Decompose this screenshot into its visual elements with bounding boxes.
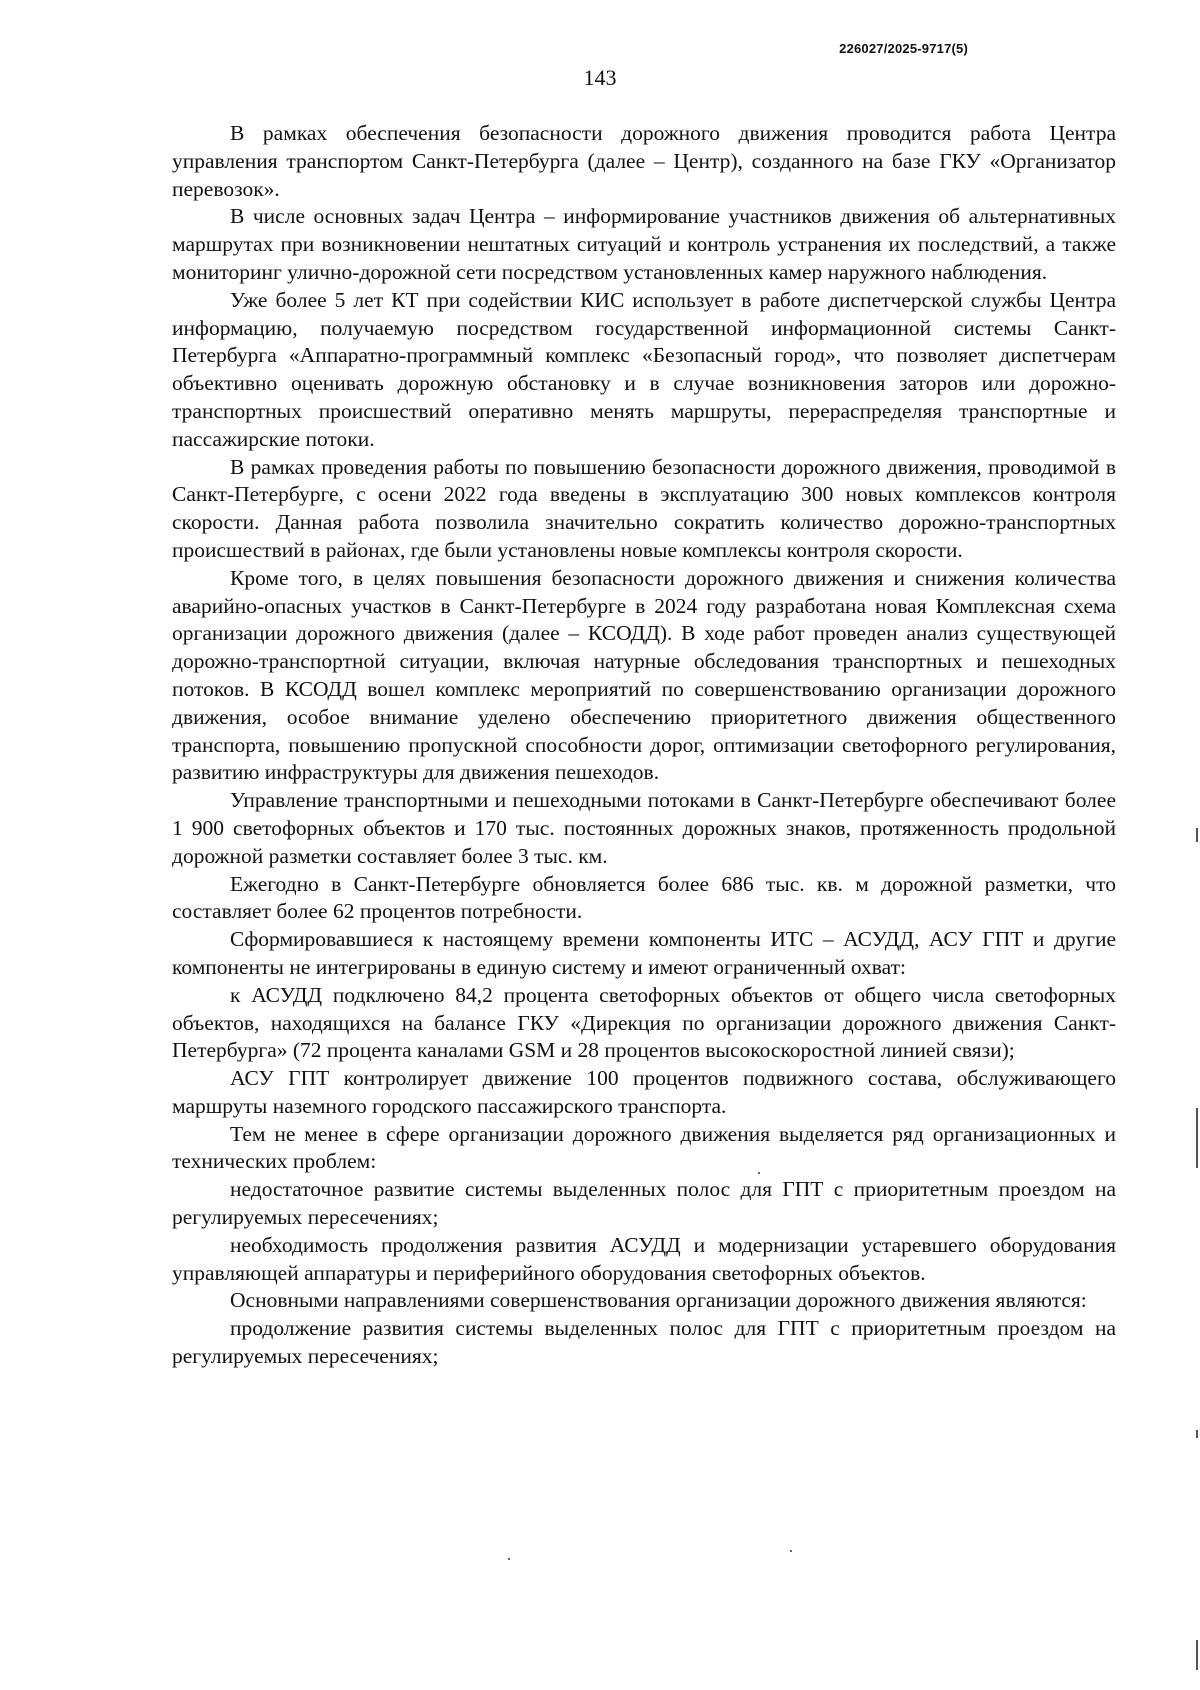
scan-edge-mark	[1196, 1640, 1198, 1670]
list-item-dedicated-lanes-problem: недостаточное развитие системы выделенных полос для ГПТ с приоритетным проездом на регулируемых пересечениях;	[172, 1177, 1116, 1230]
paragraph-speed-cameras: В рамках проведения работы по повышению безопасности дорожного движения, проводимой в Санкт-Петербурге, с осени 2022 года введены в эксплуатацию 300 новых комплексов контроля скорости. Данная работа позволила значительно сократить количество дорожно-транспортных происшествий в районах, где были установлены новые комплексы контроля скорости.	[172, 454, 1116, 562]
paragraph-its-components: Сформировавшиеся к настоящему времени компоненты ИТС – АСУДД, АСУ ГПТ и другие компоненты не интегрированы в единую систему и имеют ограниченный охват:	[172, 927, 1116, 979]
scan-edge-mark	[1196, 1430, 1198, 1438]
list-item-asudd-modernization-problem: необходимость продолжения развития АСУДД и модернизации устаревшего оборудования управляющей аппаратуры и периферийного оборудования светофорных объектов.	[172, 1232, 1116, 1285]
paragraph-center-tasks: В числе основных задач Центра – информирование участников движения об альтернативных маршрутах при возникновении нештатных ситуаций и контроль устранения их последствий, а также мониторинг улично-дорожной сети посредством установленных камер наружного наблюдения.	[172, 204, 1116, 284]
list-item-asu-gpt-coverage: АСУ ГПТ контролирует движение 100 процентов подвижного состава, обслуживающего маршруты наземного городского пассажирского транспорта.	[172, 1066, 1116, 1118]
scan-dot	[508, 1558, 510, 1560]
paragraph-directions-intro: Основными направлениями совершенствования организации дорожного движения являются:	[230, 1288, 1087, 1313]
paragraph-safe-city-system: Уже более 5 лет КТ при содействии КИС использует в работе диспетчерской службы Центра информацию, получаемую посредством государственной информационной системы Санкт-Петербурга «Аппаратно-программный комплекс «Безопасный город», что позволяет диспетчерам объективно оценивать дорожную обстановку и в случае возникновения заторов или дорожно-транспортных происшествий оперативно менять маршруты, перераспределяя транспортные и пассажирские потоки.	[172, 287, 1116, 451]
page-number: 143	[583, 65, 617, 90]
paragraph-traffic-lights-signs: Управление транспортными и пешеходными потоками в Санкт-Петербурге обеспечивают более 1 900 светофорных объектов и 170 тыс. постоянных дорожных знаков, протяженность продольной дорожной разметки составляет более 3 тыс. км.	[172, 788, 1116, 868]
list-item-asudd-coverage: к АСУДД подключено 84,2 процента светофорных объектов от общего числа светофорных объектов, находящихся на балансе ГКУ «Дирекция по организации дорожного движения Санкт-Петербурга» (72 процента каналами GSM и 28 процентов высокоскоростной линией связи);	[172, 982, 1116, 1063]
paragraph-road-marking: Ежегодно в Санкт-Петербурге обновляется более 686 тыс. кв. м дорожной разметки, что составляет более 62 процентов потребности.	[172, 871, 1116, 924]
paragraph-ksodd-scheme: Кроме того, в целях повышения безопасности дорожного движения и снижения количества аварийно-опасных участков в Санкт-Петербурге в 2024 году разработана новая Комплексная схема организации дорожного движения (далее – КСОДД). В ходе работ проведен анализ существующей дорожно-транспортной ситуации, включая натурные обследования транспортных и пешеходных потоков. В КСОДД вошел комплекс мероприятий по совершенствованию организации дорожного движения, особое внимание уделено обеспечению приоритетного движения общественного транспорта, повышению пропускной способности дорог, оптимизации светофорного регулирования, развитию инфраструктуры для движения пешеходов.	[172, 565, 1116, 785]
document-registration-number: 226027/2025-9717(5)	[839, 41, 968, 56]
scan-dot	[758, 1172, 760, 1174]
paragraph-problems-intro: Тем не менее в сфере организации дорожного движения выделяется ряд организационных и технических проблем:	[172, 1121, 1116, 1174]
document-body	[172, 120, 1116, 1371]
scan-edge-mark	[1196, 828, 1198, 842]
scan-dot	[790, 1550, 792, 1552]
paragraph-traffic-control-center: В рамках обеспечения безопасности дорожного движения проводится работа Центра управления транспортом Санкт-Петербурга (далее – Центр), созданного на базе ГКУ «Организатор перевозок».	[172, 121, 1116, 201]
list-item-dedicated-lanes-direction: продолжение развития системы выделенных полос для ГПТ с приоритетным проездом на регулируемых пересечениях;	[172, 1316, 1116, 1369]
scan-edge-mark	[1196, 1108, 1198, 1168]
